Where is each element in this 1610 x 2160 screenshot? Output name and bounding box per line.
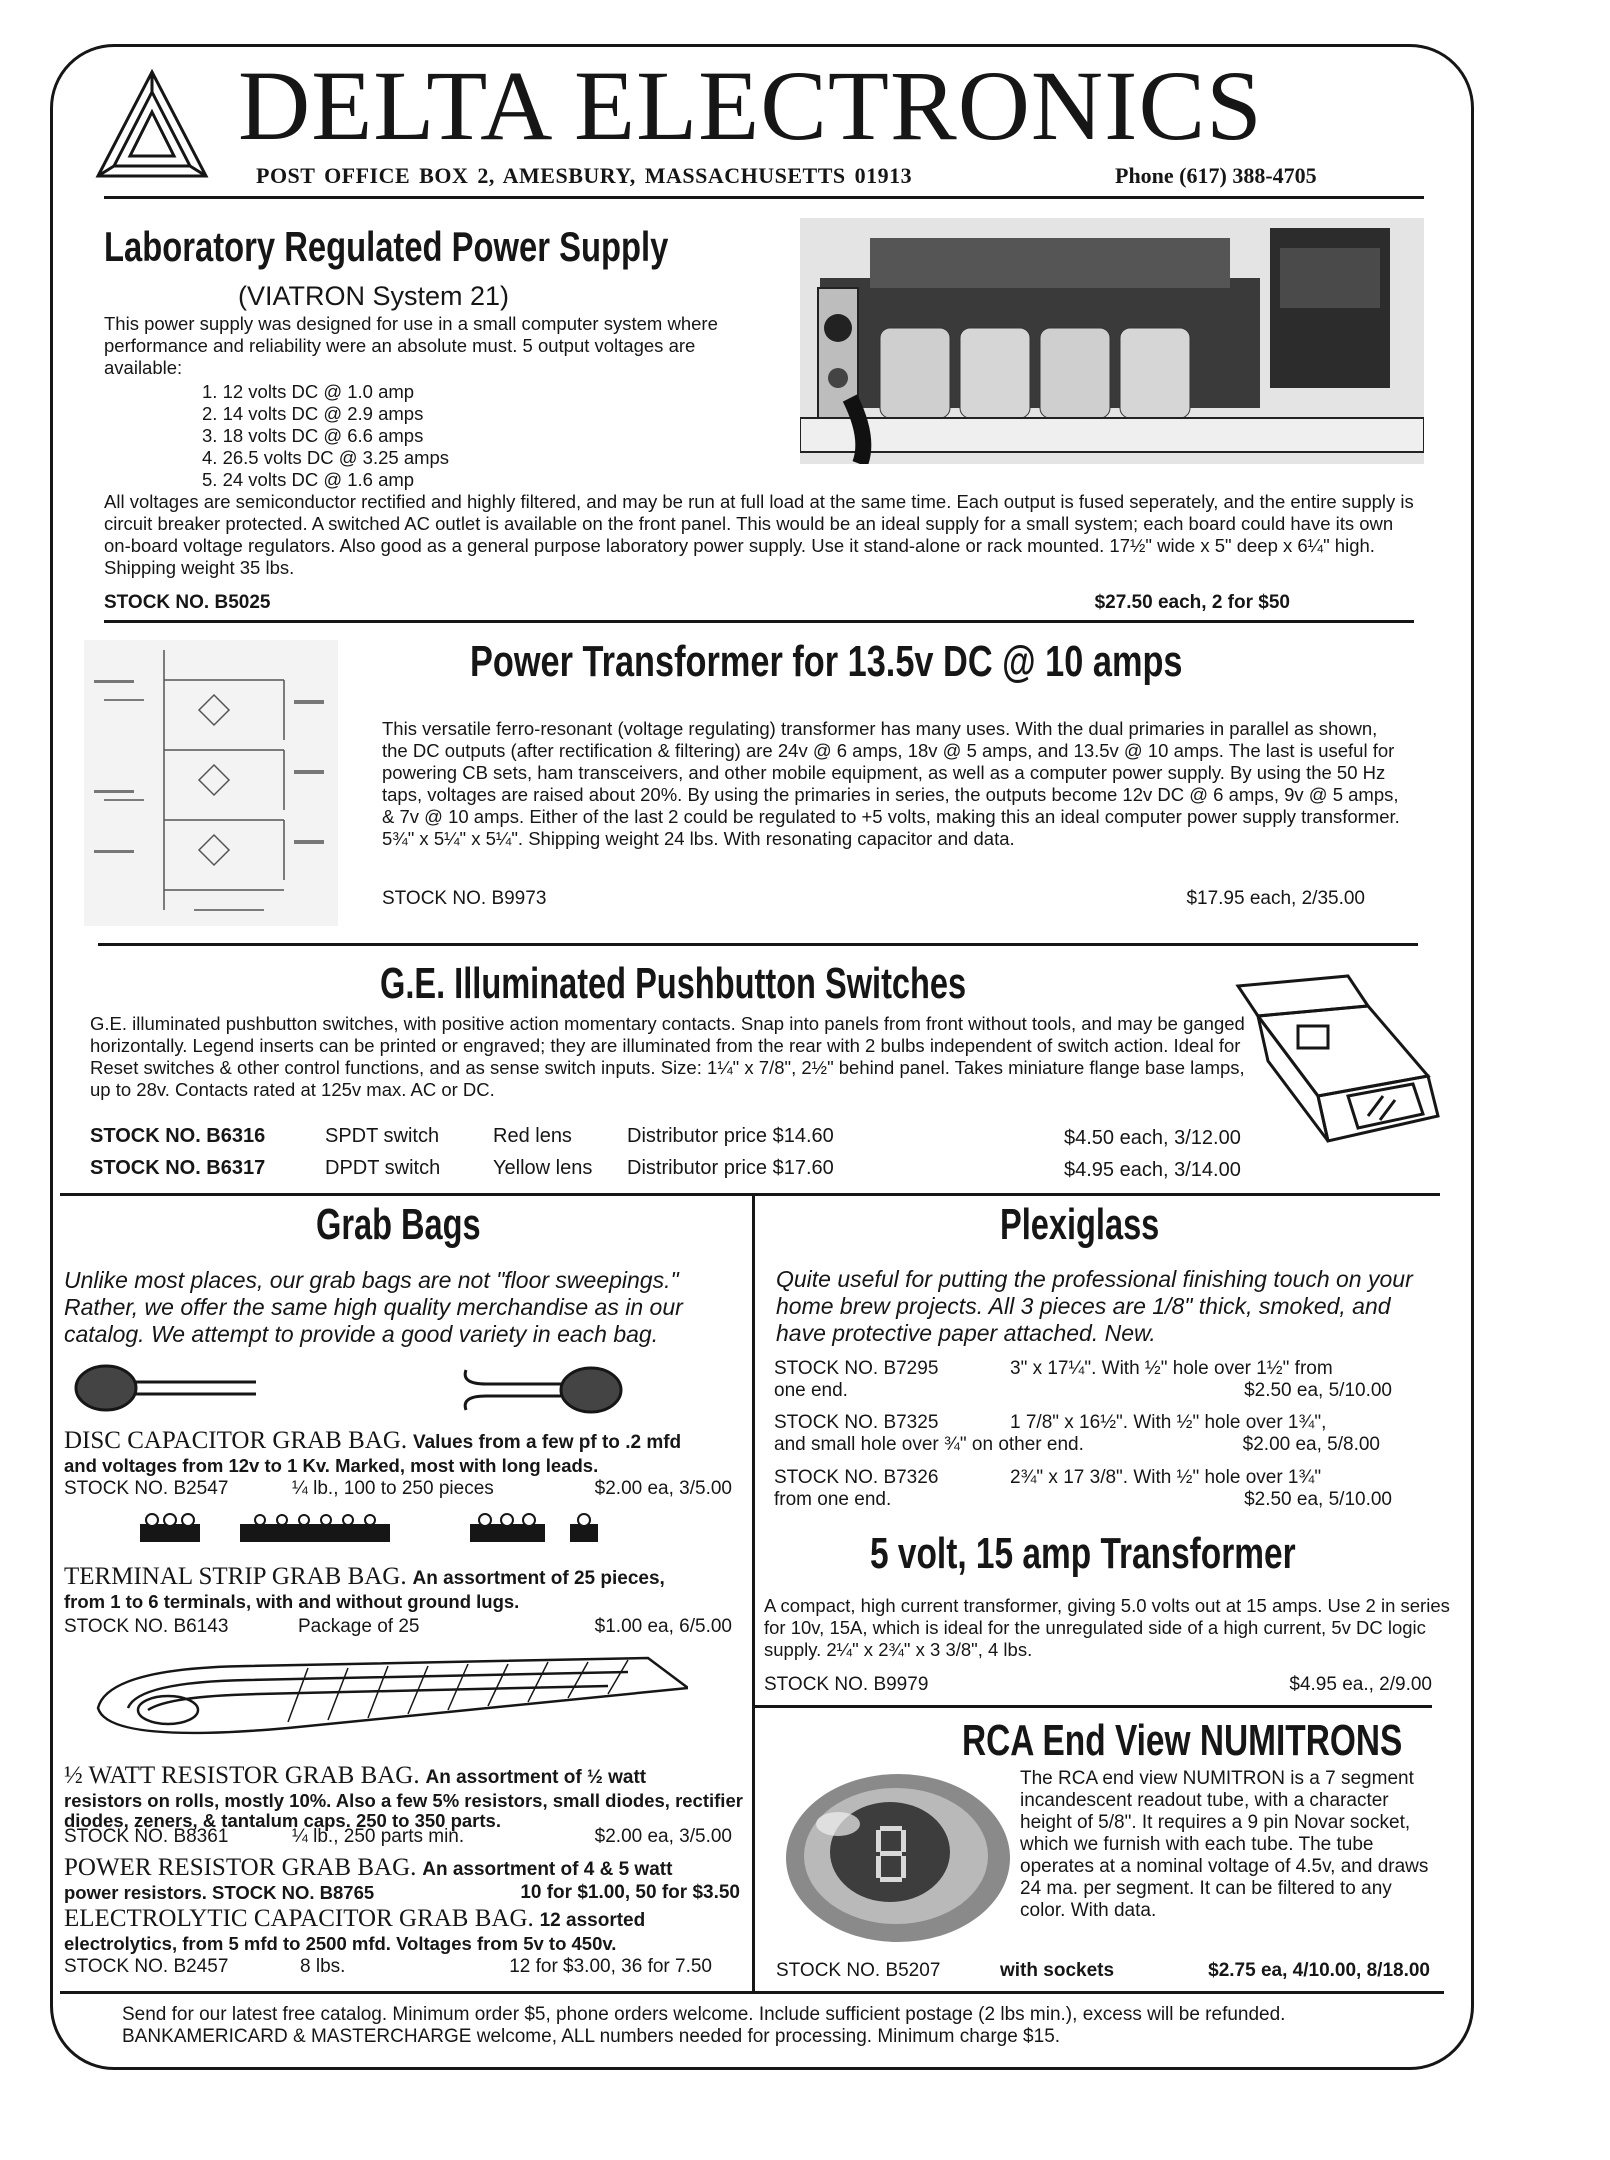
- power-resistor-price: 10 for $1.00, 50 for $3.50: [520, 1882, 740, 1903]
- terminal-strip-name: TERMINAL STRIP GRAB BAG.: [64, 1563, 407, 1590]
- pushbutton-title: G.E. Illuminated Pushbutton Switches: [380, 959, 967, 1008]
- electrolytic-stock: STOCK NO. B2457: [64, 1956, 229, 1977]
- output-item: 4. 26.5 volts DC @ 3.25 amps: [202, 447, 450, 468]
- company-name: DELTA ELECTRONICS: [238, 50, 1263, 161]
- disc-capacitor-item: [64, 1428, 750, 1476]
- disc-capacitor-lead: Values from a few pf to .2 mfd: [412, 1432, 682, 1453]
- numitron-description: The RCA end view NUMITRON is a 7 segment incandescent readout tube, with a character height of 5/8". It requires a 9 pin Novar socket, which we furnish with each tube. The tube operates at a nominal voltage of 4.5v, and draws 24 ma. per segment. It can be filtered to any color. With data.: [1020, 1768, 1429, 1921]
- electrolytic-item: [64, 1906, 750, 1954]
- disc-capacitor-name: DISC CAPACITOR GRAB BAG.: [64, 1427, 408, 1454]
- power-supply-description: All voltages are semiconductor rectified and highly filtered, and may be run at full load at the same time. Each output is fused seperately, and the entire supply is circuit breaker protected. A switched AC outlet is available on the front panel. This would be an ideal supply for a small system; each board could have its own on-board voltage regulators. Also good as a general purpose laboratory power supply. Use it stand-alone or rack mounted. 17½" wide x 5" deep x 6¼" high. Shipping weight 35 lbs.: [104, 491, 1414, 578]
- power-resistor-lead: An assortment of 4 & 5 watt: [422, 1859, 673, 1880]
- power-supply-intro: This power supply was designed for use in a small computer system where performance and reliability were an absolute must. 5 output voltages are available:: [104, 313, 718, 378]
- electrolytic-lead: 12 assorted: [539, 1910, 646, 1931]
- terminal-strip-illustration: [140, 1510, 620, 1554]
- numitron-photo: [778, 1770, 1018, 1950]
- resistor-grab-bag-stock: STOCK NO. B8361: [64, 1826, 229, 1847]
- footer-divider: [60, 1991, 1444, 1994]
- plexiglass-intro: Quite useful for putting the professional finishing touch on your home brew projects. All 3 pieces are 1/8" thick, smoked, and have protective paper attached. New.: [776, 1266, 1413, 1346]
- plexiglass-desc-2: and small hole over ¾" on other end.: [774, 1434, 1084, 1455]
- power-resistor-name: POWER RESISTOR GRAB BAG.: [64, 1854, 417, 1881]
- terminal-strip-desc: from 1 to 6 terminals, with and without ground lugs.: [64, 1591, 520, 1612]
- transformer-schematic: [84, 640, 338, 926]
- electrolytic-price: 12 for $3.00, 36 for 7.50: [509, 1956, 712, 1977]
- plexiglass-stock: STOCK NO. B7325: [774, 1412, 939, 1433]
- grab-bags-title: Grab Bags: [316, 1200, 481, 1249]
- section-divider: [60, 1193, 1440, 1196]
- company-phone: Phone (617) 388-4705: [1115, 163, 1317, 188]
- plexiglass-stock: STOCK NO. B7295: [774, 1358, 939, 1379]
- terminal-strip-price: $1.00 ea, 6/5.00: [594, 1616, 732, 1637]
- delta-logo-icon: [92, 66, 212, 184]
- header-divider: [104, 196, 1424, 199]
- plexiglass-price: $2.50 ea, 5/10.00: [1244, 1489, 1392, 1510]
- disc-capacitor-desc: and voltages from 12v to 1 Kv. Marked, most with long leads.: [64, 1455, 599, 1476]
- resistor-grab-bag-item: [64, 1763, 750, 1831]
- company-address: POST OFFICE BOX 2, AMESBURY, MASSACHUSETTS 01913: [256, 163, 913, 188]
- resistor-roll-illustration: [88, 1648, 688, 1748]
- pushbutton-price: $4.50 each, 3/12.00: [1064, 1127, 1241, 1149]
- amp-transformer-price: $4.95 ea., 2/9.00: [1289, 1674, 1432, 1695]
- plexiglass-desc: 2¾" x 17 3/8". With ½" hole over 1¾": [1010, 1467, 1322, 1488]
- output-item: 2. 14 volts DC @ 2.9 amps: [202, 403, 424, 424]
- electrolytic-name: ELECTROLYTIC CAPACITOR GRAB BAG.: [64, 1905, 534, 1932]
- transformer-stock: STOCK NO. B9973: [382, 888, 547, 909]
- pushbutton-type: DPDT switch: [325, 1157, 441, 1179]
- plexiglass-desc-2: from one end.: [774, 1489, 892, 1510]
- terminal-strip-lead: An assortment of 25 pieces,: [412, 1568, 665, 1589]
- output-item: 5. 24 volts DC @ 1.6 amp: [202, 469, 415, 490]
- transformer-price: $17.95 each, 2/35.00: [1186, 888, 1365, 909]
- power-resistor-desc: power resistors. STOCK NO. B8765: [64, 1882, 375, 1903]
- power-supply-stock: STOCK NO. B5025: [104, 592, 271, 613]
- terminal-strip-item: [64, 1564, 750, 1612]
- pushbutton-distributor-price: Distributor price $17.60: [627, 1157, 834, 1179]
- pushbutton-distributor-price: Distributor price $14.60: [627, 1125, 834, 1147]
- pushbutton-lens: Yellow lens: [493, 1157, 593, 1179]
- power-supply-outputs: [202, 381, 449, 491]
- plexiglass-price: $2.50 ea, 5/10.00: [1244, 1380, 1392, 1401]
- plexiglass-title: Plexiglass: [1000, 1200, 1160, 1249]
- resistor-grab-bag-qty: ¼ lb., 250 parts min.: [292, 1826, 465, 1847]
- footer-text: Send for our latest free catalog. Minimum order $5, phone orders welcome. Include sufficient postage (2 lbs min.), excess will be refunded. BANKAMERICARD & MASTERCHARGE welcome, ALL numbers needed for processing. Minimum charge $15.: [122, 2004, 1286, 2047]
- numitron-qty: with sockets: [1000, 1960, 1115, 1981]
- power-supply-subtitle: (VIATRON System 21): [238, 281, 510, 311]
- numitron-stock: STOCK NO. B5207: [776, 1960, 941, 1981]
- resistor-grab-bag-price: $2.00 ea, 3/5.00: [594, 1826, 732, 1847]
- amp-transformer-stock: STOCK NO. B9979: [764, 1674, 929, 1695]
- power-supply-photo: [800, 218, 1424, 464]
- numitron-title: RCA End View NUMITRONS: [962, 1716, 1403, 1765]
- disc-capacitor-price: $2.00 ea, 3/5.00: [594, 1478, 732, 1499]
- plexiglass-desc-2: one end.: [774, 1380, 848, 1401]
- transformer-title: Power Transformer for 13.5v DC @ 10 amps: [470, 637, 1183, 686]
- resistor-grab-bag-lead: An assortment of ½ watt: [425, 1767, 647, 1788]
- pushbutton-type: SPDT switch: [325, 1125, 440, 1147]
- resistor-grab-bag-desc: resistors on rolls, mostly 10%. Also a few 5% resistors, small diodes, rectifier diodes, zeners, & tantalum caps. 250 to 350 parts.: [64, 1790, 743, 1831]
- terminal-strip-stock: STOCK NO. B6143: [64, 1616, 229, 1637]
- section-divider: [104, 620, 1414, 623]
- power-supply-price: $27.50 each, 2 for $50: [1094, 592, 1290, 613]
- terminal-strip-qty: Package of 25: [298, 1616, 420, 1637]
- section-divider: [752, 1705, 1432, 1708]
- pushbutton-stock: STOCK NO. B6316: [90, 1125, 266, 1147]
- amp-transformer-title: 5 volt, 15 amp Transformer: [870, 1529, 1296, 1578]
- pushbutton-price: $4.95 each, 3/14.00: [1064, 1159, 1241, 1181]
- resistor-grab-bag-name: ½ WATT RESISTOR GRAB BAG.: [64, 1762, 420, 1789]
- electrolytic-qty: 8 lbs.: [300, 1956, 346, 1977]
- numitron-price: $2.75 ea, 4/10.00, 8/18.00: [1208, 1960, 1430, 1981]
- disc-capacitor-illustration: [66, 1360, 626, 1420]
- electrolytic-desc: electrolytics, from 5 mfd to 2500 mfd. Voltages from 5v to 450v.: [64, 1933, 617, 1954]
- amp-transformer-description: A compact, high current transformer, giving 5.0 volts out at 15 amps. Use 2 in series for 10v, 15A, which is ideal for the unregulated side of a high current, 5v DC logic supply. 2¼" x 2¾" x 3 3/8", 4 lbs.: [764, 1595, 1450, 1660]
- plexiglass-stock: STOCK NO. B7326: [774, 1467, 939, 1488]
- power-supply-title: Laboratory Regulated Power Supply: [104, 223, 669, 270]
- section-divider: [98, 943, 1418, 946]
- output-item: 3. 18 volts DC @ 6.6 amps: [202, 425, 424, 446]
- pushbutton-lens: Red lens: [493, 1125, 572, 1147]
- plexiglass-price: $2.00 ea, 5/8.00: [1242, 1434, 1380, 1455]
- pushbutton-stock: STOCK NO. B6317: [90, 1157, 266, 1179]
- output-item: 1. 12 volts DC @ 1.0 amp: [202, 381, 415, 402]
- transformer-description: This versatile ferro-resonant (voltage regulating) transformer has many uses. With the dual primaries in parallel as shown, the DC outputs (after rectification & filtering) are 24v @ 6 amps, 18v @ 5 amps, and 13.5v @ 10 amps. The last is useful for powering CB sets, ham transceivers, and other mobile equipment, as well as a computer power supply. By using the 50 Hz taps, voltages are raised about 20%. By using the primaries in series, the outputs become 12v DC @ 6 amps, 9v @ 5 amps, & 7v @ 10 amps. Either of the last 2 could be regulated to +5 volts, making this an ideal computer power supply transformer. 5¾" x 5¼" x 5¼". Shipping weight 24 lbs. With resonating capacitor and data.: [382, 718, 1400, 849]
- disc-capacitor-qty: ¼ lb., 100 to 250 pieces: [292, 1478, 494, 1499]
- plexiglass-desc: 1 7/8" x 16½". With ½" hole over 1¾",: [1010, 1412, 1327, 1433]
- grab-bags-intro: Unlike most places, our grab bags are not "floor sweepings." Rather, we offer the same high quality merchandise as in our catalog. We attempt to provide a good variety in each bag.: [64, 1267, 683, 1347]
- plexiglass-desc: 3" x 17¼". With ½" hole over 1½" from: [1010, 1358, 1333, 1379]
- power-resistor-item: [64, 1855, 750, 1883]
- pushbutton-description: G.E. illuminated pushbutton switches, with positive action momentary contacts. Snap into panels from front without tools, and may be ganged horizontally. Legend inserts can be printed or engraved; they are illuminated from the rear with 2 bulbs independent of switch action. Ideal for Reset switches & other control functions, and as sense switch inputs. Size: 1¼" x 7/8", 2½" behind panel. Takes miniature flange base lamps, up to 28v. Contacts rated at 125v max. AC or DC.: [90, 1013, 1245, 1100]
- disc-capacitor-stock: STOCK NO. B2547: [64, 1478, 229, 1499]
